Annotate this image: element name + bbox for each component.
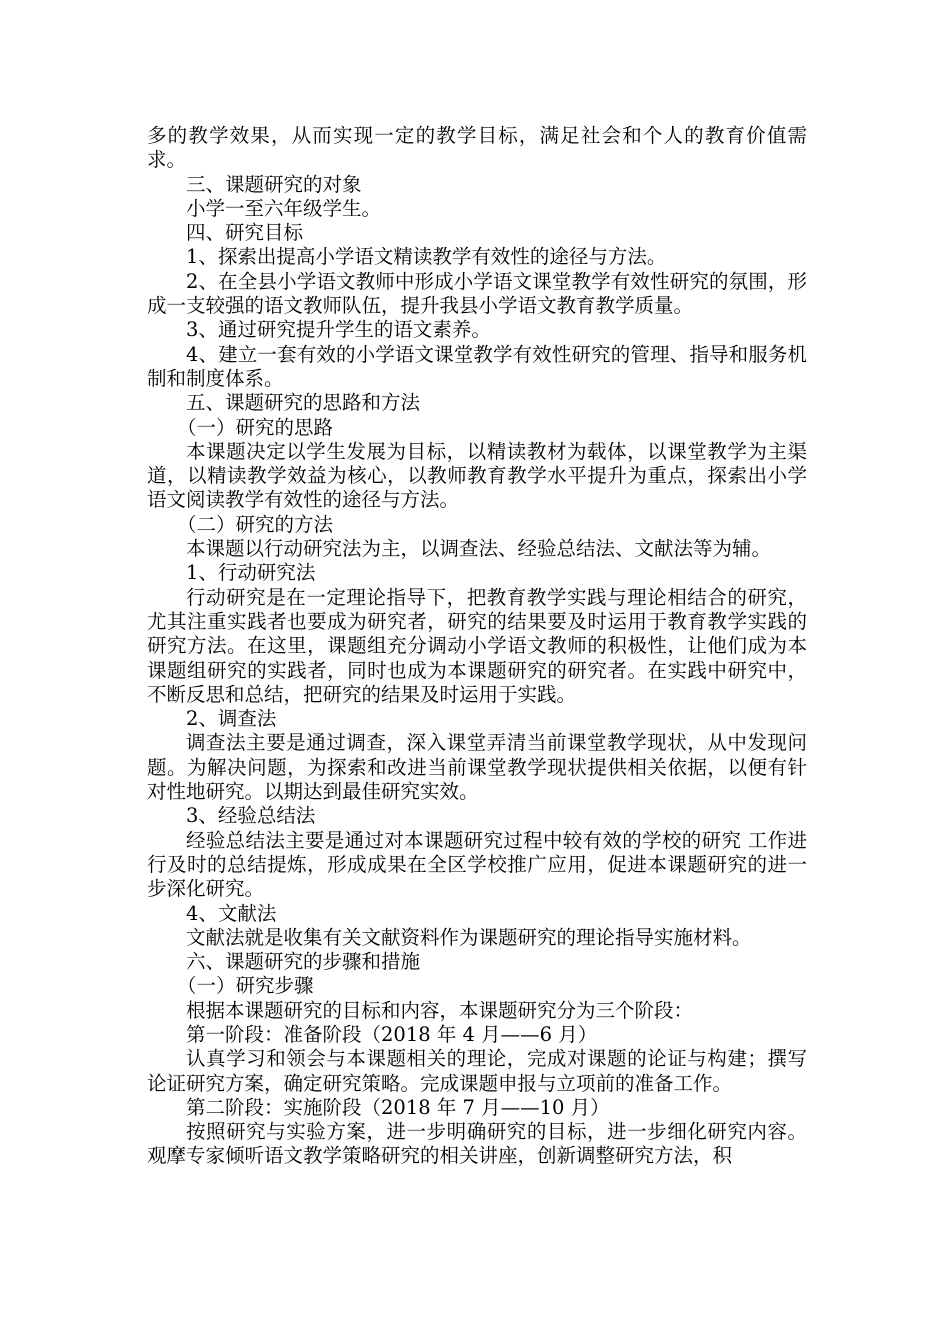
document-page: [147, 124, 807, 1169]
subheading-methods: （二）研究的方法: [177, 512, 334, 536]
stage-heading-2: 第二阶段：实施阶段（2018 年 7 月——10 月）: [186, 1095, 610, 1119]
paragraph-stage-2: 按照研究与实验方案，进一步明确研究的目标，进一步细化研究内容。观摩专家倾听语文教学策略研究的相关讲座，创新调整研究方法，积: [147, 1120, 807, 1168]
paragraph-research-object: 小学一至六年级学生。: [186, 196, 382, 220]
method-heading-action-research: 1、行动研究法: [186, 561, 316, 585]
goal-item-3: 3、通过研究提升学生的语文素养。: [186, 318, 491, 342]
paragraph-literature: 文献法就是收集有关文献资料作为课题研究的理论指导实施材料。: [186, 925, 752, 949]
goal-item-2: 2、在全县小学语文教师中形成小学语文课堂教学有效性研究的氛围，形成一支较强的语文教师队伍，提升我县小学语文教育教学质量。: [147, 269, 807, 318]
section-heading-research-object: 三、课题研究的对象: [186, 172, 362, 196]
section-heading-steps-measures: 六、课题研究的步骤和措施: [186, 950, 421, 974]
paragraph-approach: 本课题决定以学生发展为目标，以精读教材为载体，以课堂教学为主渠道，以精读教学效益为核心，以教师教育教学水平提升为重点，探索出小学语文阅读教学有效性的途径与方法。: [147, 439, 807, 512]
paragraph-experience-summary: 经验总结法主要是通过对本课题研究过程中较有效的学校的研究 工作进行及时的总结提炼，形成成果在全区学校推广应用，促进本课题研究的进一步深化研究。: [147, 828, 807, 901]
subheading-approach: （一）研究的思路: [177, 415, 334, 439]
paragraph-steps-intro: 根据本课题研究的目标和内容，本课题研究分为三个阶段：: [186, 998, 694, 1022]
paragraph-stage-1: 认真学习和领会与本课题相关的理论，完成对课题的论证与构建；撰写论证研究方案，确定研究策略。完成课题申报与立项前的准备工作。: [147, 1047, 807, 1095]
paragraph-continuation: 多的教学效果，从而实现一定的教学目标，满足社会和个人的教育价值需求。: [147, 124, 807, 172]
paragraph-action-research: 行动研究是在一定理论指导下，把教育教学实践与理论相结合的研究，尤其注重实践者也要成为研究者，研究的结果要及时运用于教育教学实践的研究方法。在这里，课题组充分调动小学语文教师的积极性，让他们成为本课题组研究的实践者，同时也成为本课题研究的研究者。在实践中研究中，不断反思和总结，把研究的结果及时运用于实践。: [147, 585, 807, 706]
method-heading-experience-summary: 3、经验总结法: [186, 804, 316, 828]
goal-item-4: 4、建立一套有效的小学语文课堂教学有效性研究的管理、指导和服务机制和制度体系。: [147, 342, 807, 390]
section-heading-approach-methods: 五、课题研究的思路和方法: [186, 391, 421, 415]
stage-heading-1: 第一阶段：准备阶段（2018 年 4 月——6 月）: [186, 1022, 598, 1046]
section-heading-research-goals: 四、研究目标: [186, 221, 304, 245]
method-heading-literature: 4、文献法: [186, 901, 277, 925]
goal-item-1: 1、探索出提高小学语文精读教学有效性的途径与方法。: [186, 245, 667, 269]
method-heading-survey: 2、调查法: [186, 707, 277, 731]
paragraph-survey: 调查法主要是通过调查，深入课堂弄清当前课堂教学现状，从中发现问题。为解决问题，为探索和改进当前课堂教学现状提供相关依据，以便有针对性地研究。以期达到最佳研究实效。: [147, 731, 807, 804]
paragraph-methods-overview: 本课题以行动研究法为主，以调查法、经验总结法、文献法等为辅。: [186, 537, 772, 561]
subheading-steps: （一）研究步骤: [177, 974, 314, 998]
